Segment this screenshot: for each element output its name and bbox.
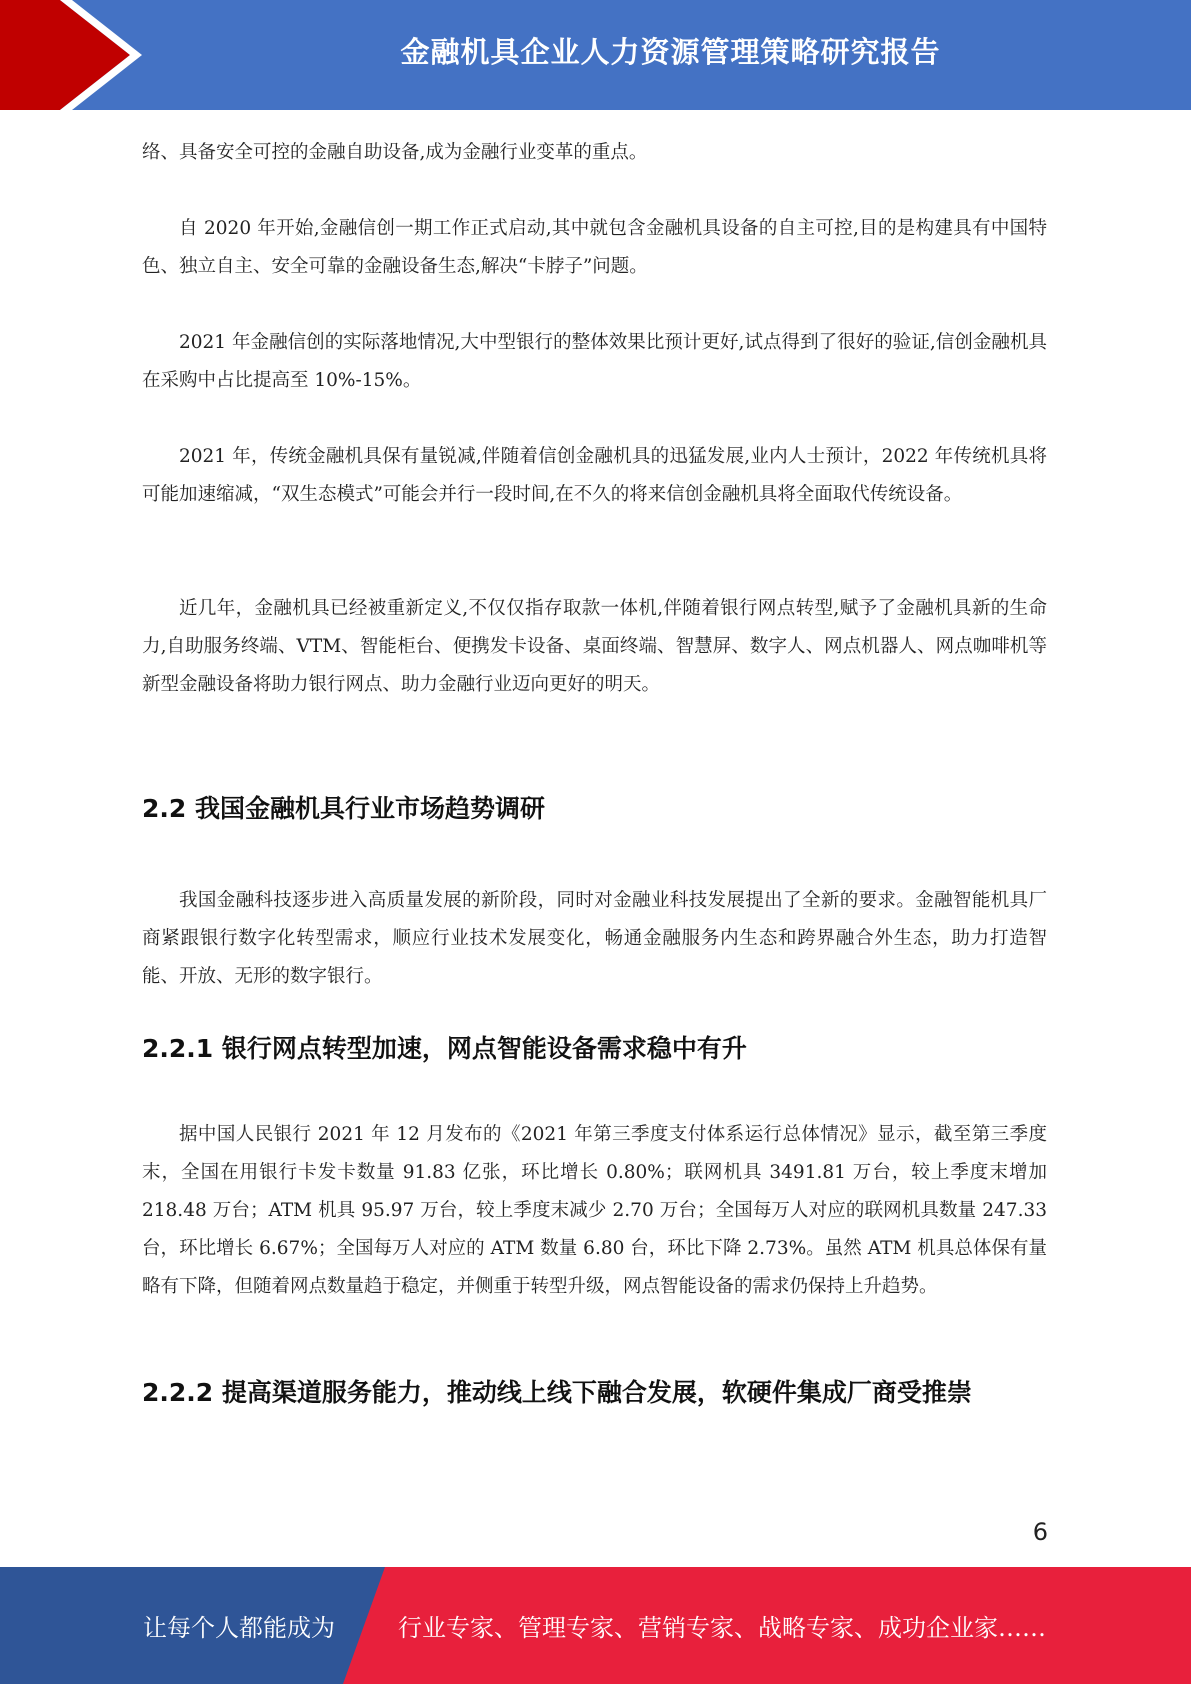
- section-heading-2-2-1: 2.2.1 银行网点转型加速，网点智能设备需求稳中有升: [142, 1034, 747, 1063]
- page-footer: [0, 1567, 1191, 1684]
- page-number: 6: [1032, 1518, 1048, 1546]
- paragraph-xinchuang-start: 自 2020 年开始,金融信创一期工作正式启动,其中就包含金融机具设备的自主可控,目的是构建具有中国特色、独立自主、安全可靠的金融设备生态,解决“卡脖子”问题。: [142, 218, 1047, 277]
- paragraph-2021-traditional: 2021 年，传统金融机具保有量锐减,伴随着信创金融机具的迅猛发展,业内人士预计，2022 年传统机具将可能加速缩减，“双生态模式”可能会并行一段时间,在不久的将来信创金融机具将全面取代传统设备。: [142, 446, 1047, 505]
- paragraph-section-2-2-intro: 我国金融科技逐步进入高质量发展的新阶段，同时对金融业科技发展提出了全新的要求。金融智能机具厂商紧跟银行数字化转型需求，顺应行业技术发展变化，畅通金融服务内生态和跨界融合外生态，助力打造智能、开放、无形的数字银行。: [142, 890, 1047, 987]
- header-arrow-decoration: [0, 0, 160, 110]
- report-title: 金融机具企业人力资源管理策略研究报告: [400, 34, 941, 69]
- paragraph-redefinition: 近几年，金融机具已经被重新定义,不仅仅指存取款一体机,伴随着银行网点转型,赋予了金融机具新的生命力,自助服务终端、VTM、智能柜台、便携发卡设备、桌面终端、智慧屏、数字人、网点机器人、网点咖啡机等新型金融设备将助力银行网点、助力金融行业迈向更好的明天。: [142, 598, 1047, 695]
- footer-slogan-right: 行业专家、管理专家、营销专家、战略专家、成功企业家……: [398, 1614, 1046, 1642]
- paragraph-section-2-2-1-body: 据中国人民银行 2021 年 12 月发布的《2021 年第三季度支付体系运行总体情况》显示，截至第三季度末，全国在用银行卡发卡数量 91.83 亿张，环比增长 0.80%；联网机具 3491.81 万台，较上季度末增加 218.48 万台；ATM 机具 95.97 万台，较上季度末减少 2.70 万台；全国每万人对应的联网机具数量 247.33 台，环比增长 6.67%；全国每万人对应的 ATM 数量 6.80 台，环比下降 2.73%。虽然 ATM 机具总体保有量略有下降，但随着网点数量趋于稳定，并侧重于转型升级，网点智能设备的需求仍保持上升趋势。: [142, 1124, 1047, 1297]
- paragraph-continuation: 络、具备安全可控的金融自助设备,成为金融行业变革的重点。: [142, 142, 648, 163]
- section-heading-2-2-2: 2.2.2 提高渠道服务能力，推动线上线下融合发展，软硬件集成厂商受推崇: [142, 1378, 972, 1407]
- page-header: [0, 0, 1191, 110]
- footer-slogan-left: 让每个人都能成为: [143, 1614, 335, 1642]
- paragraph-2021-landing: 2021 年金融信创的实际落地情况,大中型银行的整体效果比预计更好,试点得到了很好的验证,信创金融机具在采购中占比提高至 10%-15%。: [142, 332, 1047, 391]
- section-heading-2-2: 2.2 我国金融机具行业市场趋势调研: [142, 794, 545, 823]
